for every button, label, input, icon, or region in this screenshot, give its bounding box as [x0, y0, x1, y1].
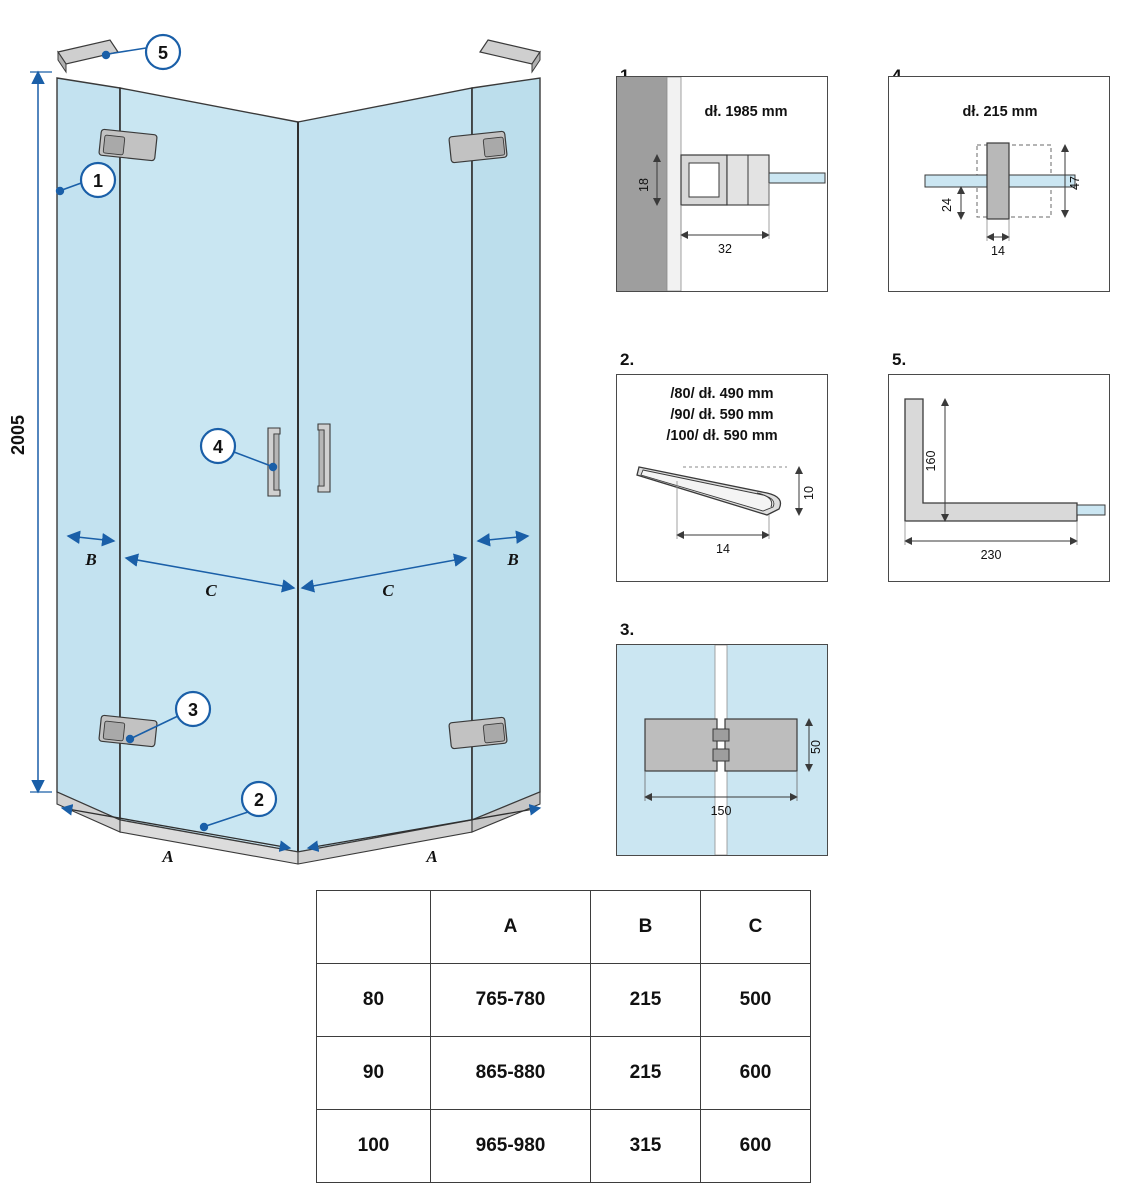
detail-3-dim-50: 50: [809, 740, 823, 754]
detail-2-caption-line-1: /80/ dł. 490 mm: [670, 386, 774, 402]
detail-2-number: 2.: [620, 350, 635, 369]
table-row: [317, 1110, 811, 1183]
top-profiles: [58, 40, 540, 72]
table-cell-a: 965-980: [431, 1110, 591, 1183]
detail-3-number: 3.: [620, 620, 635, 639]
dimension-b-right-label: B: [507, 550, 519, 569]
detail-1-caption: dł. 1985 mm: [704, 104, 788, 120]
detail-3-dim-150: 150: [710, 804, 732, 818]
size-spec-table: [316, 890, 811, 1183]
detail-5-dim-230: 230: [980, 548, 1002, 562]
dimension-c-right-label: C: [382, 581, 394, 600]
detail-2-caption-line-3: /100/ dł. 590 mm: [666, 428, 778, 444]
detail-2-caption-line-2: /90/ dł. 590 mm: [670, 407, 774, 423]
detail-4-dim-24: 24: [940, 198, 954, 212]
table-header-size: [317, 891, 431, 964]
callout-4-label: 4: [212, 437, 224, 457]
dimension-c-left-label: C: [205, 581, 217, 600]
main-enclosure-drawing: [0, 0, 600, 880]
detail-3-panel: [616, 644, 828, 856]
table-cell-b: 315: [591, 1110, 701, 1183]
detail-1-dim-18: 18: [637, 178, 651, 192]
table-cell-a: 765-780: [431, 964, 591, 1037]
table-cell-b: 215: [591, 964, 701, 1037]
table-header-b: B: [591, 891, 701, 964]
dimension-a-right-label: A: [426, 847, 438, 866]
table-cell-a: 865-880: [431, 1037, 591, 1110]
table-cell-size: 100: [317, 1110, 431, 1183]
detail-4-dim-47: 47: [1068, 176, 1082, 190]
table-cell-c: 600: [701, 1110, 811, 1183]
table-cell-size: 80: [317, 964, 431, 1037]
dimension-height-label: 2005: [8, 414, 28, 456]
table-cell-c: 500: [701, 964, 811, 1037]
dimension-b-left-label: B: [85, 550, 97, 569]
table-header-c: C: [701, 891, 811, 964]
table-header-row: [317, 891, 811, 964]
detail-1-dim-32: 32: [718, 242, 732, 256]
table-cell-c: 600: [701, 1037, 811, 1110]
callout-2-label: 2: [253, 790, 265, 810]
table-row: [317, 1037, 811, 1110]
detail-2-dim-14: 14: [716, 542, 730, 556]
dimension-height: [8, 72, 52, 792]
dimension-a-left-label: A: [162, 847, 174, 866]
detail-5-number: 5.: [892, 350, 907, 369]
table-cell-size: 90: [317, 1037, 431, 1110]
table-cell-b: 215: [591, 1037, 701, 1110]
detail-4-dim-14: 14: [991, 244, 1005, 258]
detail-4-caption: dł. 215 mm: [962, 104, 1038, 120]
detail-5-dim-160: 160: [924, 450, 938, 472]
callout-1-label: 1: [92, 171, 104, 191]
callout-5-label: 5: [157, 43, 169, 63]
callout-3-label: 3: [187, 700, 199, 720]
table-header-a: A: [431, 891, 591, 964]
detail-5-panel: [888, 374, 1110, 582]
detail-2-dim-10: 10: [802, 486, 816, 500]
detail-2-caption-lines: [622, 384, 822, 447]
table-row: [317, 964, 811, 1037]
